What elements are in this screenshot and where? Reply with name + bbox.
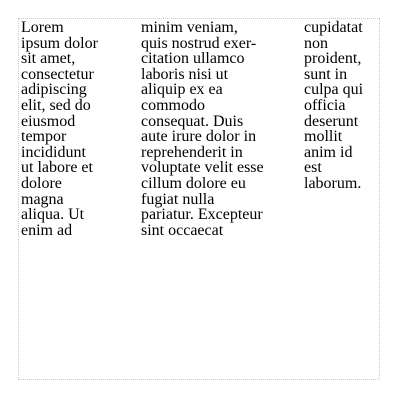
text-line: incididunt — [21, 143, 86, 161]
text-line: voluptate velit esse — [141, 159, 264, 177]
text-line: pariatur. Excepteur — [141, 206, 263, 224]
text-line: cillum dolore eu — [141, 174, 246, 192]
text-line: sunt in — [304, 65, 348, 83]
text-line: ut labore et — [21, 159, 93, 177]
text-line: culpa qui — [304, 81, 364, 99]
text-line: ipsum dolor — [21, 34, 98, 52]
text-line: aliqua. Ut — [21, 206, 85, 224]
text-line: elit, sed do — [21, 96, 91, 114]
text-line: citation ullamco — [141, 50, 245, 68]
text-line: cupidatat — [304, 19, 363, 36]
text-line: magna — [21, 190, 64, 208]
text-line: sit amet, — [21, 50, 76, 68]
text-line: proident, — [304, 50, 362, 68]
text-line: est — [304, 159, 322, 177]
text-line: deserunt — [304, 112, 359, 130]
text-line: enim ad — [21, 221, 73, 239]
text-line: officia — [304, 96, 346, 114]
text-line: commodo — [141, 96, 205, 114]
text-line: laboris nisi ut — [141, 65, 229, 83]
text-line: minim veniam, — [141, 19, 238, 36]
text-line: eiusmod — [21, 112, 76, 130]
text-line: mollit — [304, 128, 343, 146]
text-line: non — [304, 34, 328, 52]
text-line: consequat. Duis — [141, 112, 244, 130]
text-line: quis nostrud exer- — [141, 34, 257, 52]
text-line: anim id — [304, 143, 353, 161]
text-line: dolore — [21, 174, 62, 192]
text-line: aute irure dolor in — [141, 128, 257, 146]
text-line: Lorem — [21, 19, 64, 36]
multicolumn-text-container — [18, 18, 380, 380]
text-column-1 — [21, 20, 98, 238]
text-line: laborum. — [304, 174, 362, 192]
text-line: consectetur — [21, 65, 94, 83]
text-line: sint occaecat — [141, 221, 224, 239]
text-column-2 — [141, 20, 264, 238]
text-column-3 — [304, 20, 363, 192]
text-line: reprehenderit in — [141, 143, 243, 161]
text-line: aliquip ex ea — [141, 81, 223, 99]
text-line: fugiat nulla — [141, 190, 215, 208]
text-line: tempor — [21, 128, 67, 146]
text-line: adipiscing — [21, 81, 87, 99]
